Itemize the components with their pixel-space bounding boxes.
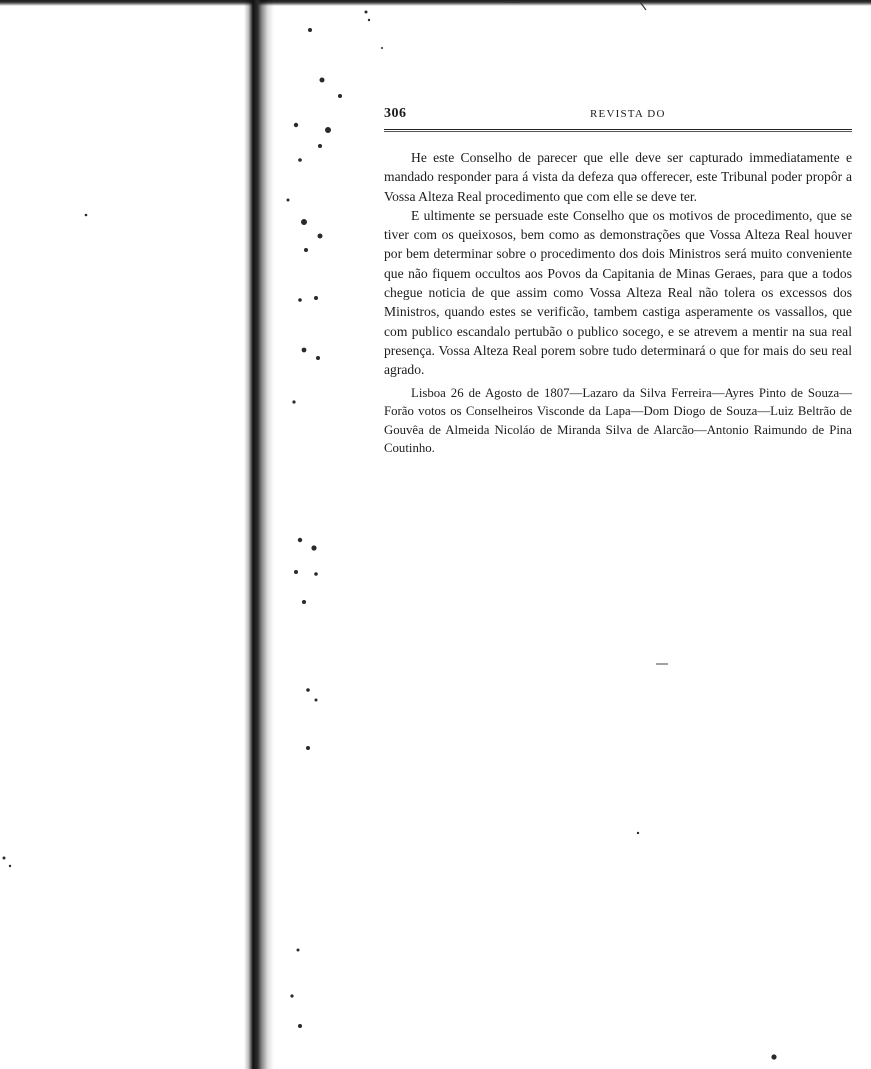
page-number: 306 xyxy=(384,106,407,121)
paragraph-parecer: He este Conselho de parecer que elle deve ser capturado immediatamente e mandado responder para á vista da defeza quə offerecer, este Tribunal poder propôr a Vossa Alteza Real procedimento que com elle se deve ter. xyxy=(384,150,852,204)
paragraph-ultimente: E ultimente se persuade este Conselho que os motivos de procedimento, que se tiver com os queixosos, bem como as demonstrações que Vossa Alteza Real houver por bem determinar sobre o procedimento dos dois Ministros será muito conveniente que não fiquem occultos aos Povos da Capitania de Minas Geraes, para que a todos chegue noticia de que assim como Vossa Alteza Real não tolera os excessos dos Ministros, quando estes se verificão, tambem castiga asperamente os vassallos, que com publico escandalo pertubão o publico socego, e se atrevem a mentir na sua real presença. Vossa Alteza Real porem sobre tudo determinará o que for mais do seu real agrado. xyxy=(384,207,852,378)
body-text xyxy=(384,148,852,458)
running-head xyxy=(384,106,852,126)
journal-title: REVISTA DO xyxy=(590,108,666,120)
paragraph-signatures: Lisboa 26 de Agosto de 1807—Lazaro da Silva Ferreira—Ayres Pinto de Souza—Forão votos os Conselheiros Visconde da Lapa—Dom Diogo de Souza—Luiz Beltrão de Gouvêa de Almeida Nicoláo de Miranda Silva de Alarcão—Antonio Raimundo de Pina Coutinho. xyxy=(384,385,852,456)
header-rule xyxy=(384,129,852,132)
